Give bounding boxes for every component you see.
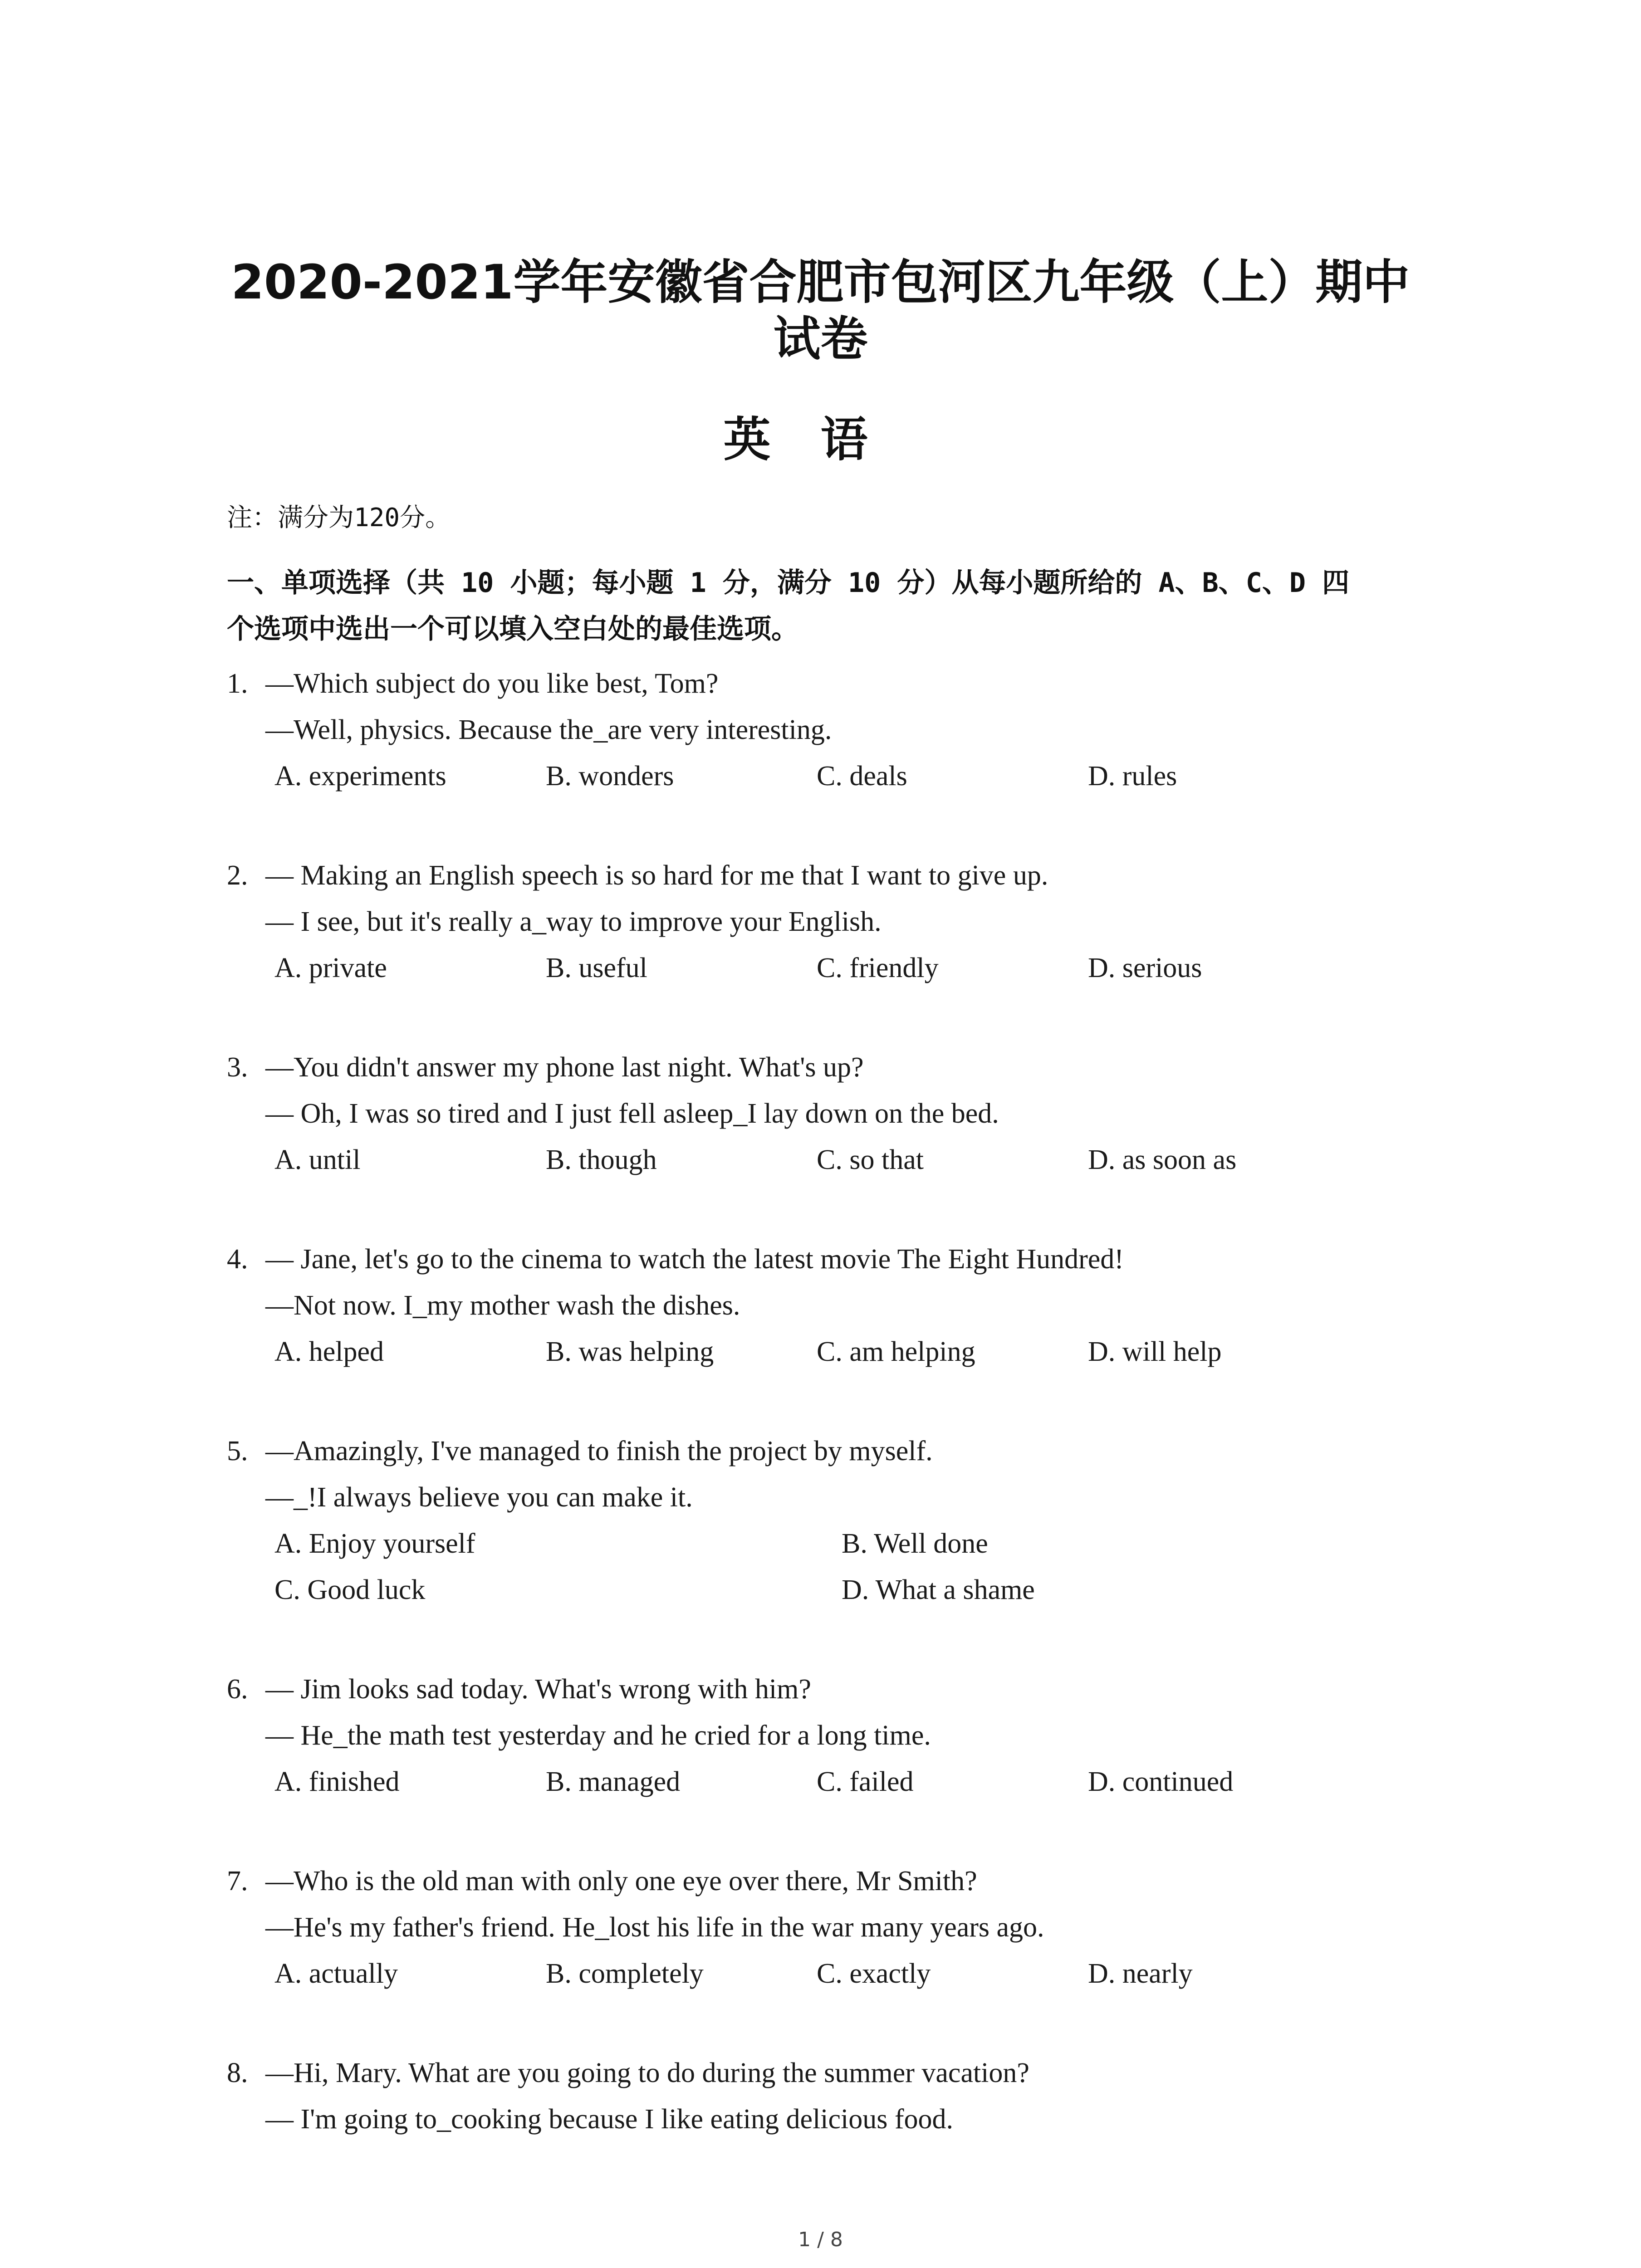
option-b[interactable]: B. wonders — [546, 761, 674, 792]
answer-line: — Oh, I was so tired and I just fell asleep_I lay down on the bed. — [265, 1098, 999, 1129]
subject-title: 英语 — [723, 412, 918, 467]
question-number: 3. — [227, 1052, 248, 1083]
option-c[interactable]: C. so that — [817, 1144, 924, 1175]
option-a[interactable]: A. Enjoy yourself — [274, 1528, 475, 1559]
exam-title-line2: 试卷 — [773, 311, 868, 367]
option-a[interactable]: A. until — [274, 1144, 361, 1175]
question-text: —Who is the old man with only one eye over there, Mr Smith? — [265, 1866, 977, 1897]
option-b[interactable]: B. managed — [546, 1766, 681, 1797]
option-d[interactable]: D. nearly — [1088, 1958, 1193, 1989]
option-d[interactable]: D. will help — [1088, 1336, 1222, 1367]
question-number-question-text — [227, 1434, 933, 1468]
question-number-question-text — [227, 1242, 1124, 1276]
question-number: 1. — [227, 668, 248, 699]
option-b[interactable]: B. was helping — [546, 1336, 714, 1367]
exam-title-line1: 2020-2021学年安徽省合肥市包河区九年级（上）期中 — [231, 254, 1410, 310]
answer-line: —Not now. I_my mother wash the dishes. — [265, 1290, 740, 1321]
option-c[interactable]: C. deals — [817, 761, 907, 792]
option-d[interactable]: D. as soon as — [1088, 1144, 1237, 1175]
option-c[interactable]: C. Good luck — [274, 1574, 426, 1605]
question-number: 4. — [227, 1244, 248, 1275]
option-d[interactable]: D. continued — [1088, 1766, 1234, 1797]
question-number: 8. — [227, 2058, 248, 2088]
answer-line: — He_the math test yesterday and he cried for a long time. — [265, 1720, 931, 1751]
option-c[interactable]: C. am helping — [817, 1336, 975, 1367]
question-number-question-text — [227, 667, 718, 700]
option-c[interactable]: C. failed — [817, 1766, 914, 1797]
option-a[interactable]: A. experiments — [274, 761, 446, 792]
option-a[interactable]: A. helped — [274, 1336, 384, 1367]
option-a[interactable]: A. actually — [274, 1958, 398, 1989]
option-b[interactable]: B. though — [546, 1144, 657, 1175]
score-note: 注：满分为120分。 — [227, 503, 451, 533]
question-text: —Hi, Mary. What are you going to do during the summer vacation? — [265, 2058, 1029, 2088]
option-d[interactable]: D. serious — [1088, 953, 1202, 983]
question-number: 2. — [227, 860, 248, 891]
option-d[interactable]: D. rules — [1088, 761, 1177, 792]
question-number-question-text — [227, 1051, 864, 1084]
question-number: 5. — [227, 1436, 248, 1466]
option-c[interactable]: C. exactly — [817, 1958, 931, 1989]
question-text: —Which subject do you like best, Tom? — [265, 668, 719, 699]
question-number: 6. — [227, 1674, 248, 1705]
option-c[interactable]: C. friendly — [817, 953, 939, 983]
question-number-question-text — [227, 1864, 977, 1898]
answer-line: — I'm going to_cooking because I like eating delicious food. — [265, 2104, 954, 2135]
answer-line: —Well, physics. Because the_are very interesting. — [265, 714, 832, 745]
option-b[interactable]: B. Well done — [842, 1528, 988, 1559]
page-number: 1 / 8 — [798, 2228, 843, 2251]
answer-line: —He's my father's friend. He_lost his life in the war many years ago. — [265, 1912, 1044, 1943]
question-text: —Amazingly, I've managed to finish the project by myself. — [265, 1436, 933, 1466]
question-text: — Making an English speech is so hard for me that I want to give up. — [265, 860, 1048, 891]
question-number-question-text — [227, 2056, 1029, 2090]
option-a[interactable]: A. finished — [274, 1766, 400, 1797]
question-text: — Jane, let's go to the cinema to watch the latest movie The Eight Hundred! — [265, 1244, 1124, 1275]
answer-line: —_!I always believe you can make it. — [265, 1482, 693, 1513]
option-b[interactable]: B. useful — [546, 953, 647, 983]
section-instruction-line2: 个选项中选出一个可以填入空白处的最佳选项。 — [227, 613, 798, 645]
question-text: — Jim looks sad today. What's wrong with him? — [265, 1674, 811, 1705]
option-a[interactable]: A. private — [274, 953, 387, 983]
option-d[interactable]: D. What a shame — [842, 1574, 1035, 1605]
answer-line: — I see, but it's really a_way to improve your English. — [265, 906, 882, 937]
question-text: —You didn't answer my phone last night. What's up? — [265, 1052, 864, 1083]
section-instruction-line1: 一、单项选择（共 10 小题；每小题 1 分，满分 10 分）从每小题所给的 A、B、C、D 四 — [227, 567, 1350, 599]
question-number-question-text — [227, 1672, 811, 1706]
question-number-question-text — [227, 859, 1048, 892]
option-b[interactable]: B. completely — [546, 1958, 704, 1989]
question-number: 7. — [227, 1866, 248, 1897]
